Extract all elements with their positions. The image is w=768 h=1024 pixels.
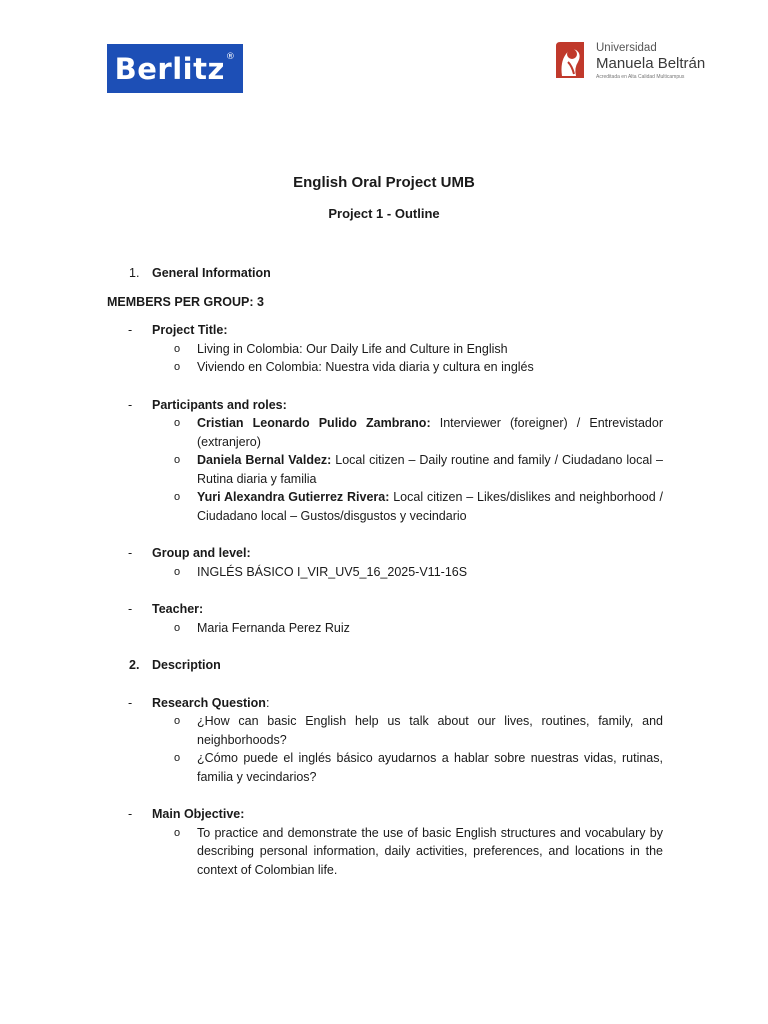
list-item — [152, 358, 663, 377]
participant-name: Cristian Leonardo Pulido Zambrano: — [197, 416, 431, 430]
research-question-label-wrap — [152, 694, 269, 713]
members-per-group: MEMBERS PER GROUP: 3 — [107, 294, 264, 309]
umb-emblem-icon — [552, 40, 588, 80]
bullet-marker: o — [174, 361, 181, 373]
research-question-label: Research Question — [152, 695, 266, 710]
section-number: 2. — [129, 658, 140, 672]
list-item-text: Viviendo en Colombia: Nuestra vida diaria y cultura en inglés — [197, 360, 534, 374]
participant-name: Daniela Bernal Valdez: — [197, 453, 332, 467]
participant-role: Local citizen – Daily routine and family / Ciudadano local – Rutina diaria y familia — [197, 453, 664, 486]
list-item — [152, 340, 663, 359]
bullet-marker: o — [174, 621, 181, 634]
list-item-text: ¿How can basic English help us talk about our lives, routines, family, and neighborhoods? — [197, 714, 663, 747]
list-item — [152, 563, 663, 582]
research-question-list — [152, 712, 663, 786]
bullet-marker: o — [174, 454, 181, 466]
dash-marker: - — [128, 323, 133, 337]
bullet-marker: o — [174, 565, 181, 578]
berlitz-logo-text: Berlitz — [114, 51, 225, 86]
group-level-list — [152, 563, 663, 582]
group-level-label: Group and level: — [152, 546, 251, 560]
dash-marker: - — [128, 546, 133, 560]
umb-logo — [552, 40, 708, 86]
list-item — [152, 712, 663, 749]
bullet-marker: o — [174, 491, 181, 503]
list-item-text — [197, 488, 663, 525]
project-title-label: Project Title: — [152, 323, 228, 337]
project-title-list — [152, 340, 663, 377]
list-item-text: Living in Colombia: Our Daily Life and Culture in English — [197, 341, 508, 356]
bullet-marker: o — [174, 715, 181, 727]
document-subtitle: Project 1 - Outline — [328, 206, 440, 221]
research-question-colon: : — [265, 695, 270, 710]
project-title-heading — [107, 321, 663, 340]
dash-marker: - — [128, 695, 133, 710]
list-item-text — [197, 451, 663, 488]
bullet-marker: o — [174, 826, 181, 839]
umb-logo-line2: Manuela Beltrán — [596, 54, 706, 72]
list-item — [152, 488, 663, 525]
document-title: English Oral Project UMB — [293, 174, 475, 191]
dash-marker: - — [128, 807, 133, 821]
teacher-label: Teacher: — [152, 602, 204, 616]
list-item — [152, 749, 663, 786]
section-number: 1. — [129, 266, 140, 280]
section-heading: General Information — [152, 266, 271, 280]
umb-logo-line3: Acreditada en Alta Calidad Multicampus — [596, 73, 685, 80]
umb-logo-line1: Universidad — [596, 42, 657, 54]
registered-mark: ® — [225, 51, 236, 62]
teacher-heading — [107, 600, 663, 619]
teacher-list — [152, 619, 663, 638]
main-objective-label: Main Objective: — [152, 807, 245, 821]
dash-marker: - — [128, 602, 133, 616]
participant-role: Local citizen – Likes/dislikes and neighborhood / Ciudadano local – Gustos/disgustos y vecindario — [197, 490, 663, 523]
participants-list — [152, 414, 663, 525]
list-item — [152, 619, 663, 638]
section-general-information — [107, 264, 663, 283]
bullet-marker: o — [174, 752, 181, 764]
list-item-text — [197, 414, 663, 451]
list-item-text: To practice and demonstrate the use of basic English structures and vocabulary by describing personal information, daily activities, preferences, and locations in the context of Colombian life. — [197, 825, 663, 877]
section-heading: Description — [152, 658, 221, 672]
bullet-marker: o — [174, 417, 181, 429]
main-objective-heading — [107, 805, 663, 824]
list-item — [152, 824, 663, 880]
section-description — [107, 656, 663, 675]
berlitz-logo — [107, 44, 243, 93]
document-body — [107, 264, 663, 879]
list-item — [152, 451, 663, 488]
list-item-text: Maria Fernanda Perez Ruiz — [197, 620, 350, 635]
list-item-text: INGLÉS BÁSICO I_VIR_UV5_16_2025-V11-16S — [197, 564, 468, 579]
participant-role: Interviewer (foreigner) / Entrevistador (extranjero) — [197, 416, 663, 449]
group-level-heading — [107, 544, 663, 563]
participant-name: Yuri Alexandra Gutierrez Rivera: — [197, 490, 390, 504]
research-question-heading — [107, 694, 663, 713]
participants-heading — [107, 396, 663, 415]
list-item — [152, 414, 663, 451]
dash-marker: - — [128, 397, 133, 412]
participants-label: Participants and roles: — [152, 397, 287, 412]
bullet-marker: o — [174, 342, 181, 355]
main-objective-list — [152, 824, 663, 880]
list-item-text: ¿Cómo puede el inglés básico ayudarnos a hablar sobre nuestras vidas, rutinas, familia y vecindarios? — [197, 751, 663, 784]
